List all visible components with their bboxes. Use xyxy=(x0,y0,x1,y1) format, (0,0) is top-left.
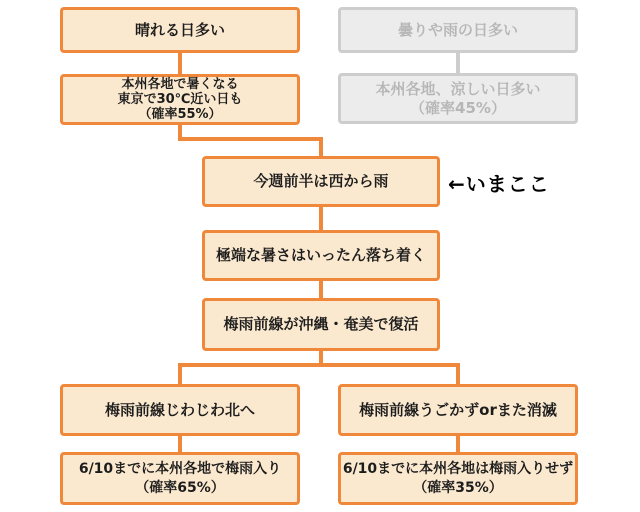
connector-split-left-drop xyxy=(178,363,182,384)
connector-elbow-to-rain-west xyxy=(319,137,323,157)
node-heat-settles-label: 極端な暑さはいったん落ち着く xyxy=(215,246,426,265)
node-no-tsuyu-probability: （確率35%） xyxy=(413,479,503,496)
connector-heat-settles-to-front-revival xyxy=(319,280,323,298)
node-cloudy-rainy-days xyxy=(338,7,578,53)
node-honshu-hot-line1: 本州各地で暑くなる xyxy=(121,77,239,92)
node-front-moves-north xyxy=(60,384,300,436)
node-rain-from-west xyxy=(202,156,440,207)
node-honshu-hot xyxy=(60,74,300,125)
node-sunny-days-label: 晴れる日多い xyxy=(134,20,225,39)
node-tsuyu-start xyxy=(60,452,300,505)
node-honshu-cool-line1: 本州各地、涼しい日多い xyxy=(375,79,541,98)
node-honshu-hot-line2: 東京で30℃近い日も xyxy=(117,92,243,107)
node-front-stalls-label: 梅雨前線うごかずorまた消滅 xyxy=(359,400,557,419)
node-sunny-days xyxy=(60,7,300,53)
node-rain-from-west-label: 今週前半は西から雨 xyxy=(253,172,389,191)
node-baiu-front-revives xyxy=(202,298,440,351)
node-front-moves-north-label: 梅雨前線じわじわ北へ xyxy=(104,400,255,419)
node-baiu-front-revives-label: 梅雨前線が沖縄・奄美で復活 xyxy=(223,315,419,334)
connector-rain-west-to-heat-settles xyxy=(319,206,323,230)
connector-cloudy-to-cool xyxy=(456,52,460,74)
node-cloudy-rainy-days-label: 曇りや雨の日多い xyxy=(397,20,518,39)
connector-north-to-tsuyu-start xyxy=(178,435,182,453)
node-tsuyu-start-probability: （確率65%） xyxy=(135,479,225,496)
node-no-tsuyu xyxy=(338,452,578,505)
node-tsuyu-start-line1: 6/10までに本州各地で梅雨入り xyxy=(78,460,282,477)
node-heat-settles xyxy=(202,230,440,281)
connector-split-right-drop xyxy=(456,363,460,384)
connector-split-horizontal xyxy=(178,363,460,367)
node-front-stalls xyxy=(338,384,578,436)
node-honshu-cool xyxy=(338,73,578,124)
node-honshu-cool-probability: （確率45%） xyxy=(410,98,506,117)
now-here-label: ←いまここ xyxy=(448,172,550,196)
connector-stall-to-no-tsuyu xyxy=(456,435,460,453)
node-no-tsuyu-line1: 6/10までに本州各地は梅雨入りせず xyxy=(342,460,574,477)
connector-sunny-to-hot xyxy=(178,52,182,75)
node-honshu-hot-probability: （確率55%） xyxy=(138,107,222,122)
connector-hot-elbow-horizontal xyxy=(178,137,323,141)
